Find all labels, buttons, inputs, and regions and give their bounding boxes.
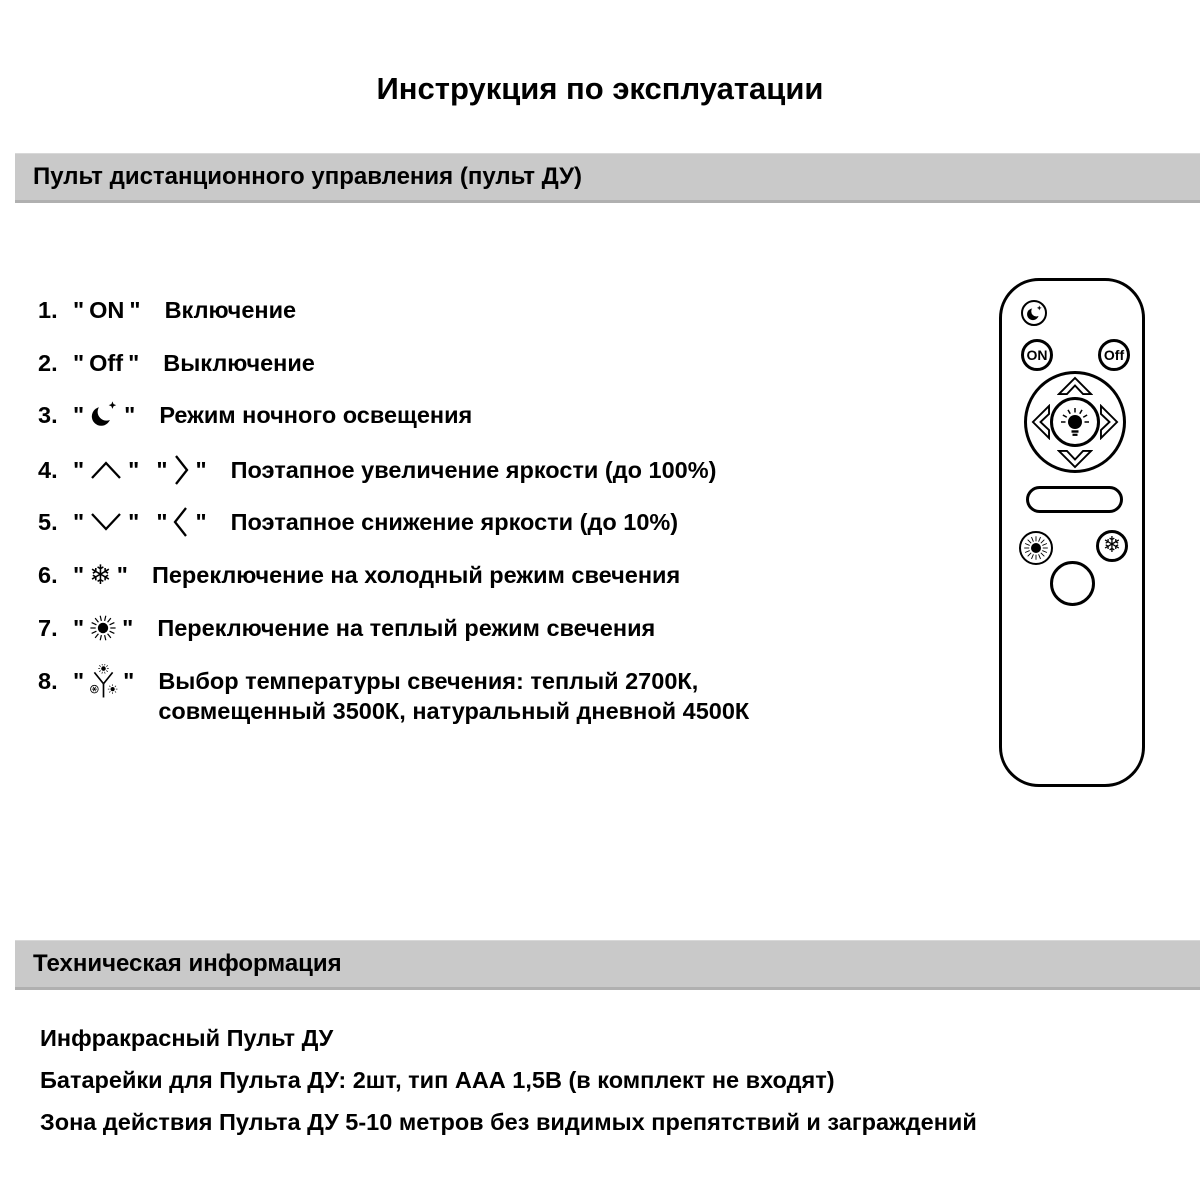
quoted-button-label — [68, 348, 144, 378]
quote-mark: " — [73, 457, 85, 483]
quote-mark: " — [128, 350, 140, 376]
quote-mark: " — [128, 457, 140, 483]
quote-mark: " — [122, 615, 134, 641]
quote-mark: " — [124, 402, 136, 428]
sun-icon — [89, 614, 117, 642]
section-header-tech-label: Техническая информация — [33, 950, 342, 977]
item-number: 5. — [38, 509, 58, 535]
chevron-right-icon — [172, 453, 190, 487]
quote-mark: " — [73, 350, 85, 376]
item-text: Переключение на холодный режим свечения — [151, 562, 681, 588]
item-text: Поэтапное снижение яркости (до 10%) — [230, 509, 679, 535]
item-text: Выключение — [163, 350, 315, 376]
instruction-item — [38, 507, 678, 537]
quoted-button-label — [68, 295, 146, 325]
quote-mark: " — [73, 509, 85, 535]
item-text: Переключение на теплый режим свечения — [157, 615, 656, 641]
moon-icon — [1026, 305, 1043, 322]
quote-mark: " — [195, 457, 207, 483]
quote-mark: " — [195, 509, 207, 535]
quote-mark: " — [73, 615, 85, 641]
section-header-remote-label: Пульт дистанционного управления (пульт ДУ) — [33, 163, 582, 190]
brightness-down-icon — [1057, 449, 1093, 470]
item-text: Выбор температуры свечения: теплый 2700К, совмещенный 3500К, натуральный дневной 4500К — [158, 668, 750, 724]
quote-mark: " — [156, 457, 168, 483]
page-title: Инструкция по эксплуатации — [376, 71, 824, 106]
instruction-item — [38, 613, 655, 643]
on-button — [1021, 339, 1053, 371]
button-label: ON — [89, 297, 125, 323]
quote-mark: " — [128, 509, 140, 535]
pill-button — [1026, 486, 1123, 513]
quote-mark: " — [73, 668, 85, 694]
night-mode-button — [1021, 300, 1047, 326]
quoted-button-icon — [68, 507, 144, 537]
quoted-button-icon — [151, 507, 211, 537]
instruction-item — [38, 560, 680, 590]
instruction-item — [38, 295, 296, 325]
cold-mode-button — [1096, 530, 1128, 562]
quoted-button-icon — [68, 613, 138, 643]
bottom-round-button — [1050, 561, 1095, 606]
section-header-tech — [15, 940, 1200, 990]
tech-info-line: Батарейки для Пульта ДУ: 2шт, тип ААА 1,5В (в комплект не входят) — [40, 1067, 835, 1093]
chevron-up-icon — [89, 459, 123, 481]
instruction-item — [38, 348, 315, 378]
bulb-icon — [1058, 405, 1092, 439]
item-number: 3. — [38, 402, 58, 428]
warm-mode-button — [1019, 531, 1053, 565]
item-number: 7. — [38, 615, 58, 641]
instruction-item — [38, 455, 716, 485]
item-text: Включение — [164, 297, 297, 323]
warm-sun-icon — [1023, 535, 1049, 561]
item-text: Поэтапное увеличение яркости (до 100%) — [230, 457, 717, 483]
quote-mark: " — [73, 402, 85, 428]
tech-info-line: Инфракрасный Пульт ДУ — [40, 1025, 334, 1051]
quoted-button-icon — [68, 666, 139, 696]
quoted-button-icon — [151, 455, 211, 485]
item-number: 4. — [38, 457, 58, 483]
quote-mark: " — [123, 668, 135, 694]
tech-info-line: Зона действия Пульта ДУ 5-10 метров без видимых препятствий и заграждений — [40, 1109, 977, 1135]
instruction-item — [38, 400, 472, 430]
button-label: Off — [89, 350, 124, 376]
on-button-label: ON — [1026, 347, 1048, 363]
quote-mark: " — [156, 509, 168, 535]
brightness-right-icon — [1099, 404, 1120, 440]
quoted-button-icon — [68, 455, 144, 485]
section-header-remote — [15, 153, 1200, 203]
item-number: 1. — [38, 297, 58, 323]
quoted-button-icon — [68, 400, 140, 430]
off-button-label: Off — [1103, 347, 1125, 363]
temp-select-icon — [89, 664, 118, 699]
cold-snowflake-icon: ❄ — [1102, 533, 1122, 558]
remote-illustration — [999, 278, 1145, 787]
quoted-button-icon — [68, 560, 133, 590]
snowflake-icon: ❄ — [89, 559, 112, 591]
item-number: 2. — [38, 350, 58, 376]
chevron-down-icon — [89, 511, 123, 533]
item-number: 6. — [38, 562, 58, 588]
chevron-left-icon — [172, 505, 190, 539]
brightness-up-icon — [1057, 375, 1093, 396]
quote-mark: " — [73, 562, 85, 588]
quote-mark: " — [116, 562, 128, 588]
brightness-left-icon — [1030, 404, 1051, 440]
quote-mark: " — [73, 297, 85, 323]
item-number: 8. — [38, 668, 58, 694]
moon-icon — [89, 400, 119, 430]
off-button — [1098, 339, 1130, 371]
item-text: Режим ночного освещения — [159, 402, 473, 428]
instruction-item — [38, 666, 749, 726]
quote-mark: " — [129, 297, 141, 323]
